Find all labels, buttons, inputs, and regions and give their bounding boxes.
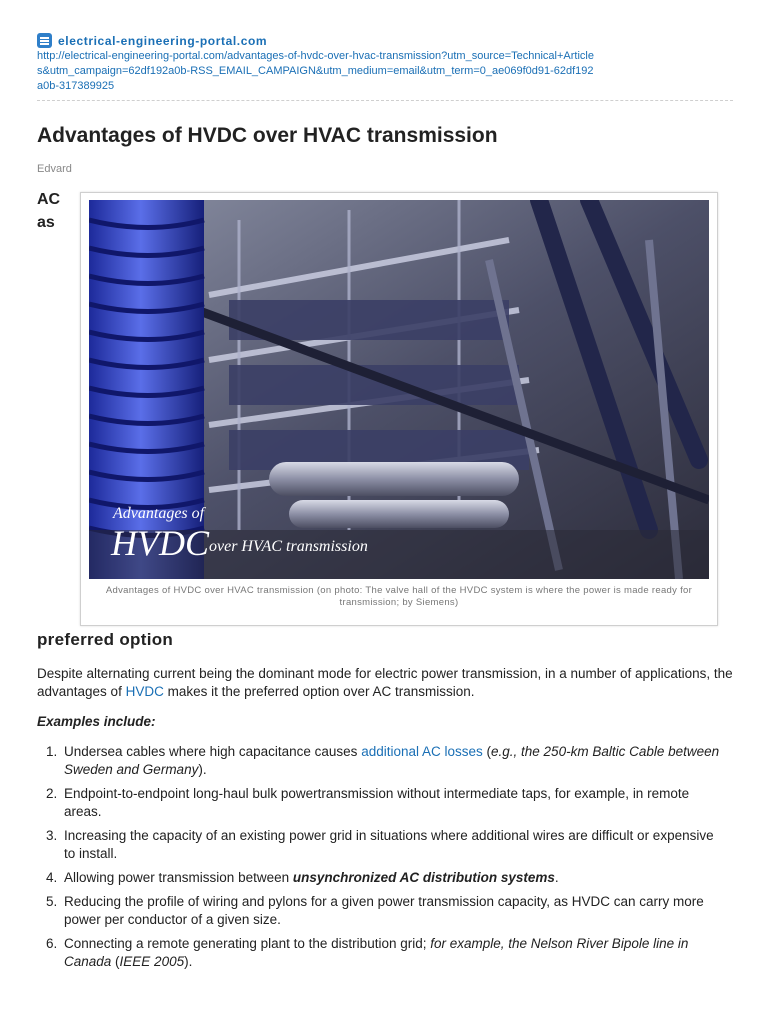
source-url-link[interactable]: http://electrical-engineering-portal.com/advantages-of-hvdc-over-hvac-transmission?utm_source=Technical+Articles&utm_campaign=62df192a0b-RSS_EMAIL_CAMPAIGN&utm_medium=email&utm_term=0_ae069f0d91-62df192a0b-317389925 bbox=[37, 50, 594, 92]
additional-ac-losses-link[interactable]: additional AC losses bbox=[361, 744, 483, 759]
intro-paragraph bbox=[37, 665, 737, 701]
list-number: 6. bbox=[46, 936, 58, 951]
list-number: 5. bbox=[46, 894, 58, 909]
paragraph-text-end: makes it the preferred option over AC transmission. bbox=[163, 684, 475, 699]
figure-caption: Advantages of HVDC over HVAC transmission (on photo: The valve hall of the HVDC system is where the power is made ready for transmission; by Siemens) bbox=[105, 585, 693, 608]
document-icon bbox=[37, 33, 52, 48]
list-italic-text: e.g., the 250-km Baltic Cable between Sweden and Germany bbox=[64, 744, 720, 777]
hvdc-valve-hall-photo bbox=[89, 200, 709, 579]
list-text: ). bbox=[198, 762, 207, 777]
list-text: Increasing the capacity of an existing power grid in situations where additional wires are difficult or expensive to install. bbox=[64, 828, 714, 861]
list-number: 2. bbox=[46, 786, 58, 801]
overlay-text-hvdc: HVDC bbox=[111, 523, 209, 563]
hvdc-link[interactable]: HVDC bbox=[125, 684, 164, 699]
list-bold-italic-text: unsynchronized AC distribution systems bbox=[292, 870, 555, 885]
article-figure bbox=[80, 192, 718, 626]
list-item bbox=[37, 785, 727, 821]
list-text: Endpoint-to-endpoint long-haul bulk powertransmission without intermediate taps, for example, in remote areas. bbox=[64, 786, 690, 819]
source-site-link[interactable]: electrical-engineering-portal.com bbox=[58, 33, 268, 48]
list-item bbox=[37, 935, 727, 971]
list-item bbox=[37, 743, 727, 779]
list-text: ). bbox=[184, 954, 193, 969]
examples-list bbox=[37, 743, 727, 977]
article-title: Advantages of HVDC over HVAC transmission bbox=[37, 124, 498, 147]
list-text: Connecting a remote generating plant to the distribution grid; bbox=[64, 936, 431, 951]
source-header bbox=[37, 33, 267, 48]
list-number: 4. bbox=[46, 870, 58, 885]
overlay-text-over-hvac: over HVAC transmission bbox=[209, 538, 368, 555]
section-heading: preferred option bbox=[37, 630, 174, 649]
list-text: Undersea cables where high capacitance causes bbox=[64, 744, 362, 759]
overlay-text-advantages: Advantages of bbox=[113, 505, 205, 522]
list-text: ( bbox=[111, 954, 120, 969]
list-italic-text: for example, the Nelson River Bipole line in Canada bbox=[64, 936, 689, 969]
examples-heading: Examples include: bbox=[37, 714, 156, 729]
list-item bbox=[37, 827, 727, 863]
list-item bbox=[37, 893, 727, 929]
list-text: Allowing power transmission between bbox=[64, 870, 293, 885]
author: Edvard bbox=[37, 163, 72, 175]
list-number: 1. bbox=[46, 744, 58, 759]
lead-word-1: AC bbox=[37, 191, 61, 208]
list-text: Reducing the profile of wiring and pylons for a given power transmission capacity, as HVDC can carry more power per conductor of a given size. bbox=[64, 894, 704, 927]
lead-word-2: as bbox=[37, 214, 55, 231]
divider bbox=[37, 100, 733, 101]
list-item bbox=[37, 869, 727, 887]
list-text: . bbox=[554, 870, 559, 885]
list-italic-text: IEEE 2005 bbox=[119, 954, 185, 969]
list-number: 3. bbox=[46, 828, 58, 843]
list-text: ( bbox=[482, 744, 492, 759]
paragraph-text: Despite alternating current being the dominant mode for electric power transmission, in a number of applications, the advantages of bbox=[37, 666, 733, 699]
